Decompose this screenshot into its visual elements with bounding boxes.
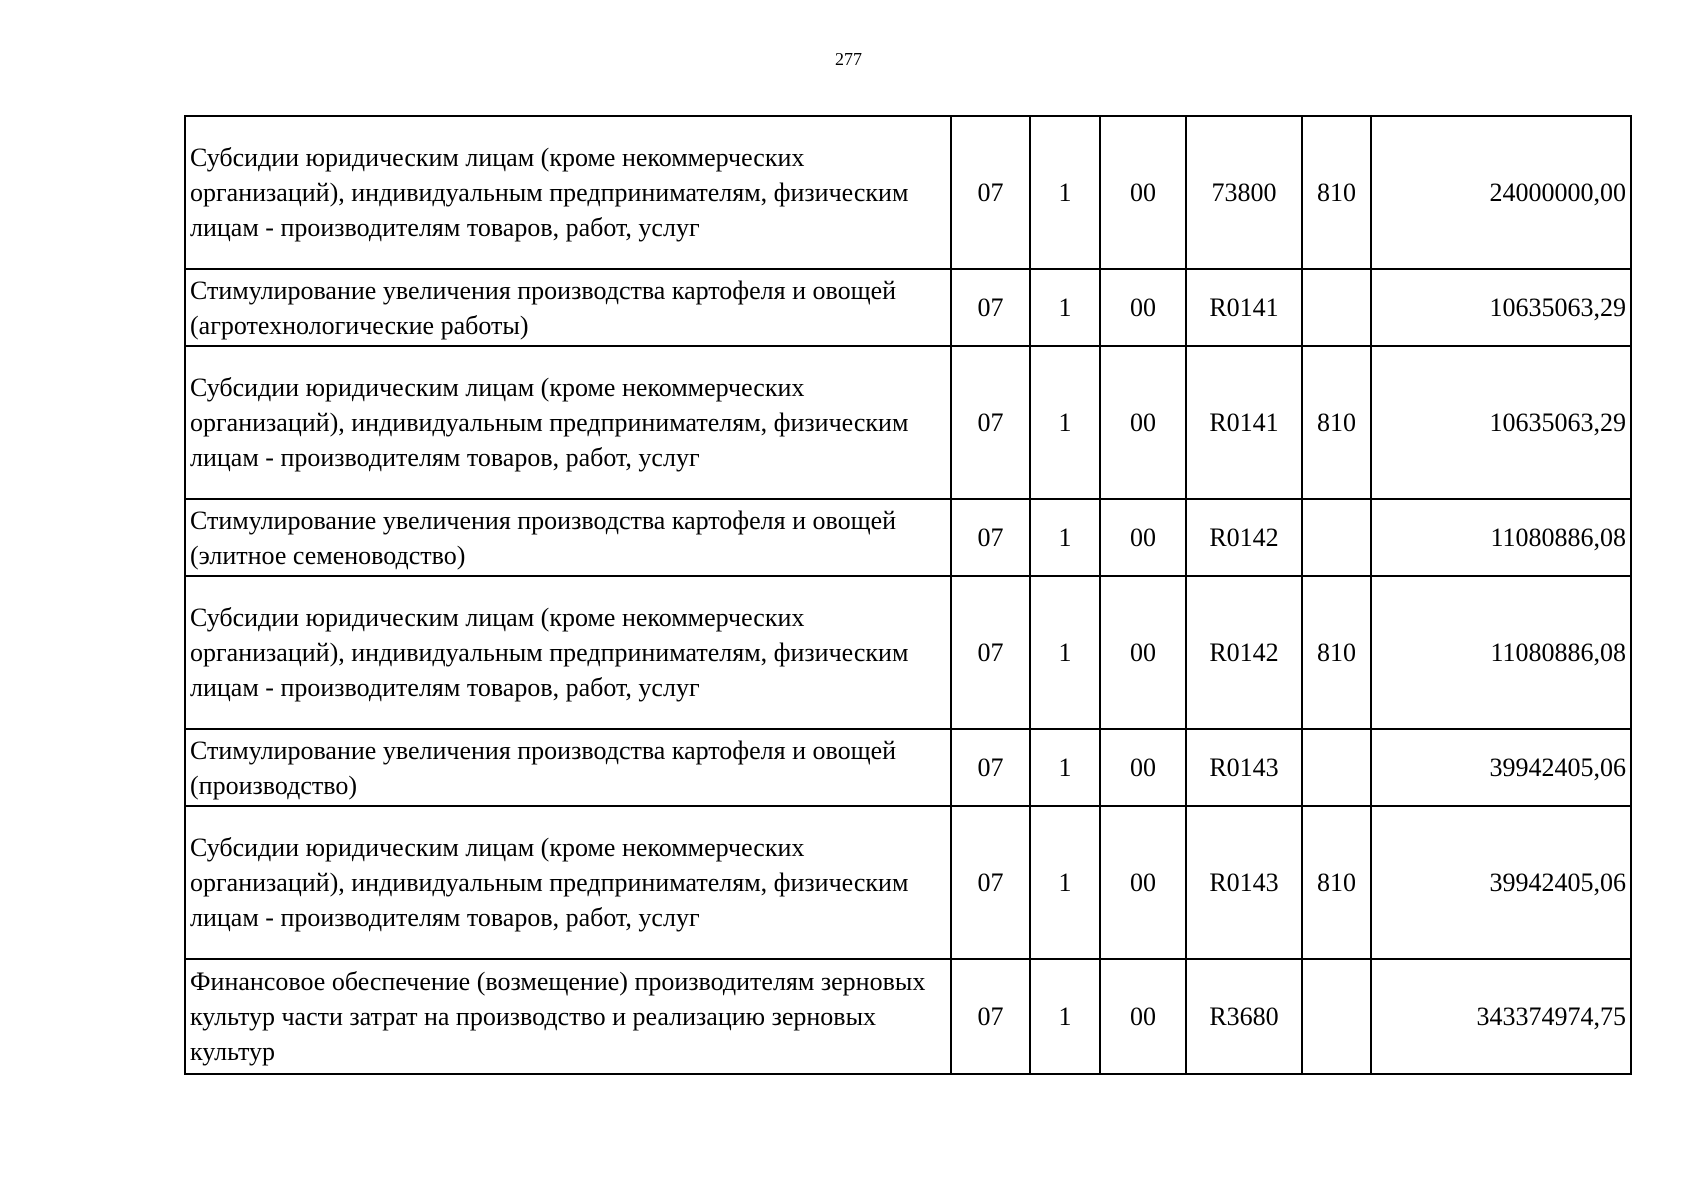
program-code: 1 [1030, 269, 1100, 346]
row-description: Стимулирование увеличения производства картофеля и овощей (элитное семеноводство) [185, 499, 951, 576]
subprogram-code: 00 [1100, 806, 1186, 959]
row-description: Субсидии юридическим лицам (кроме некоммерческих организаций), индивидуальным предпринимателям, физическим лицам - производителям товаров, работ, услуг [185, 576, 951, 729]
program-code: 1 [1030, 959, 1100, 1074]
row-description: Финансовое обеспечение (возмещение) производителям зерновых культур части затрат на производство и реализацию зерновых культур [185, 959, 951, 1074]
row-description: Субсидии юридическим лицам (кроме некоммерческих организаций), индивидуальным предпринимателям, физическим лицам - производителям товаров, работ, услуг [185, 346, 951, 499]
row-description: Субсидии юридическим лицам (кроме некоммерческих организаций), индивидуальным предпринимателям, физическим лицам - производителям товаров, работ, услуг [185, 806, 951, 959]
table-row [185, 576, 1631, 729]
target-code: R0143 [1186, 729, 1302, 806]
target-code: R0141 [1186, 346, 1302, 499]
expense-type-code: 810 [1302, 576, 1371, 729]
program-code: 1 [1030, 806, 1100, 959]
section-code: 07 [951, 729, 1030, 806]
section-code: 07 [951, 576, 1030, 729]
target-code: 73800 [1186, 116, 1302, 269]
subprogram-code: 00 [1100, 499, 1186, 576]
target-code: R0143 [1186, 806, 1302, 959]
table-row [185, 499, 1631, 576]
row-description: Стимулирование увеличения производства картофеля и овощей (агротехнологические работы) [185, 269, 951, 346]
section-code: 07 [951, 806, 1030, 959]
program-code: 1 [1030, 576, 1100, 729]
section-code: 07 [951, 116, 1030, 269]
subprogram-code: 00 [1100, 116, 1186, 269]
amount-value: 11080886,08 [1371, 499, 1631, 576]
program-code: 1 [1030, 729, 1100, 806]
expense-type-code [1302, 269, 1371, 346]
section-code: 07 [951, 959, 1030, 1074]
row-description: Субсидии юридическим лицам (кроме некоммерческих организаций), индивидуальным предпринимателям, физическим лицам - производителям товаров, работ, услуг [185, 116, 951, 269]
table-row [185, 346, 1631, 499]
expense-type-code: 810 [1302, 346, 1371, 499]
program-code: 1 [1030, 499, 1100, 576]
section-code: 07 [951, 346, 1030, 499]
expense-type-code: 810 [1302, 806, 1371, 959]
expense-type-code: 810 [1302, 116, 1371, 269]
table-row [185, 729, 1631, 806]
amount-value: 39942405,06 [1371, 806, 1631, 959]
subprogram-code: 00 [1100, 959, 1186, 1074]
amount-value: 24000000,00 [1371, 116, 1631, 269]
target-code: R0142 [1186, 499, 1302, 576]
table-row [185, 959, 1631, 1074]
subprogram-code: 00 [1100, 269, 1186, 346]
amount-value: 10635063,29 [1371, 346, 1631, 499]
table-row [185, 269, 1631, 346]
row-description: Стимулирование увеличения производства картофеля и овощей (производство) [185, 729, 951, 806]
target-code: R0141 [1186, 269, 1302, 346]
subprogram-code: 00 [1100, 346, 1186, 499]
budget-table [184, 115, 1632, 1075]
program-code: 1 [1030, 116, 1100, 269]
section-code: 07 [951, 499, 1030, 576]
section-code: 07 [951, 269, 1030, 346]
expense-type-code [1302, 499, 1371, 576]
target-code: R3680 [1186, 959, 1302, 1074]
target-code: R0142 [1186, 576, 1302, 729]
table-row [185, 806, 1631, 959]
amount-value: 10635063,29 [1371, 269, 1631, 346]
page-number: 277 [835, 49, 862, 69]
table-row [185, 116, 1631, 269]
subprogram-code: 00 [1100, 729, 1186, 806]
amount-value: 39942405,06 [1371, 729, 1631, 806]
program-code: 1 [1030, 346, 1100, 499]
amount-value: 11080886,08 [1371, 576, 1631, 729]
expense-type-code [1302, 729, 1371, 806]
subprogram-code: 00 [1100, 576, 1186, 729]
amount-value: 343374974,75 [1371, 959, 1631, 1074]
expense-type-code [1302, 959, 1371, 1074]
